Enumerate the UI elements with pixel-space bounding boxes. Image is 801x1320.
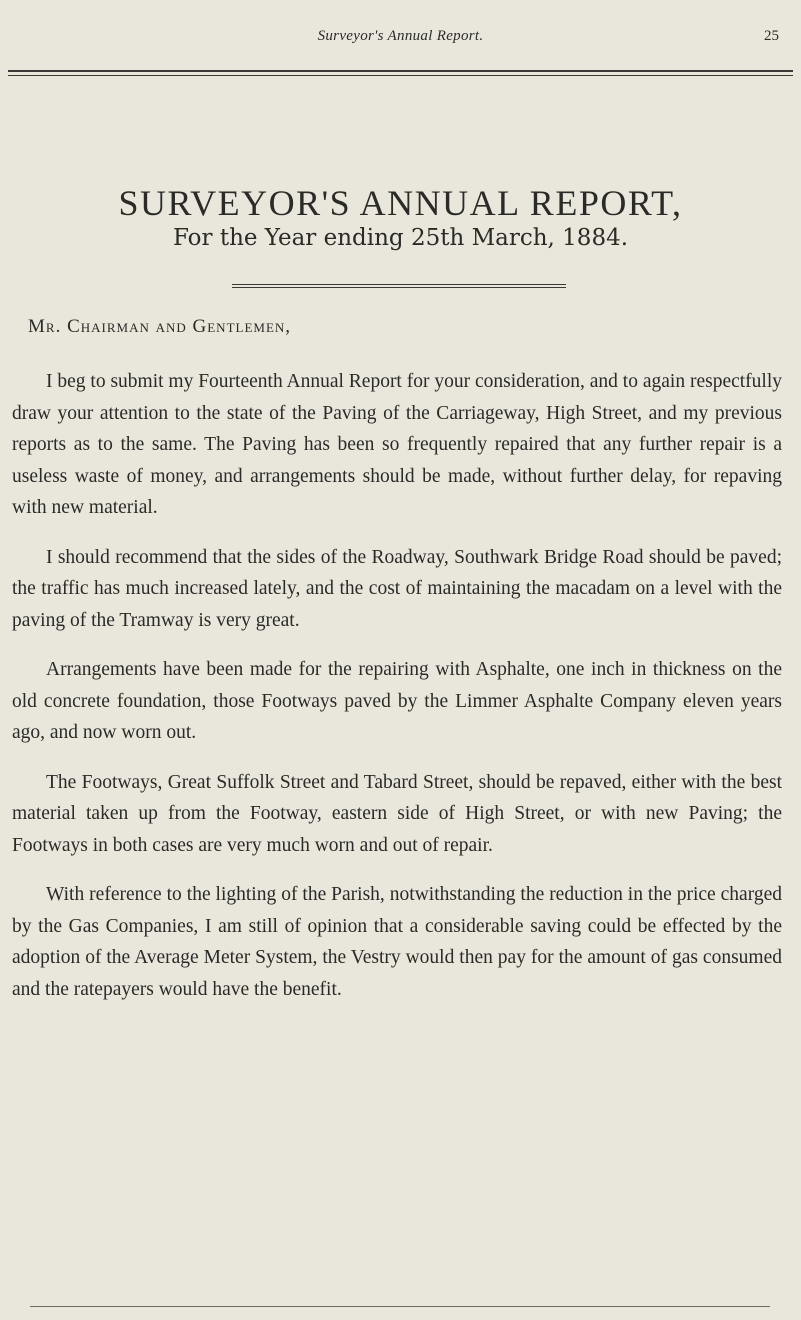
header-rule	[8, 70, 793, 76]
paragraph: Arrangements have been made for the repairing with Asphalte, one inch in thickness on the old concrete foundation, those Footways paved by the Limmer Asphalte Company eleven years ago, and now worn out.	[12, 659, 782, 743]
paragraph: With reference to the lighting of the Parish, notwithstanding the reduction in the price charged by the Gas Companies, I am still of opinion that a considerable saving could be effected by the adoption of the Average Meter System, the Vestry would then pay for the amount of gas consumed and the ratepayers would have the benefit.	[12, 884, 782, 1000]
salutation: Mr. Chairman and Gentlemen,	[28, 316, 292, 337]
footer-rule	[30, 1306, 770, 1307]
paragraph: I should recommend that the sides of the Roadway, Southwark Bridge Road should be paved; the traffic has much increased lately, and the cost of maintaining the macadam on a level with the paving of the Tramway is very great.	[12, 546, 782, 631]
title-divider	[232, 284, 566, 288]
paragraph: The Footways, Great Suffolk Street and Tabard Street, should be repaved, either with the best material taken up from the Footway, eastern side of High Street, or with new Paving; the Footways in both cases are very much worn and out of repair.	[12, 771, 782, 856]
report-subtitle: For the Year ending 25th March, 1884.	[172, 225, 629, 251]
page-number: 25	[764, 28, 779, 44]
paragraph: I beg to submit my Fourteenth Annual Report for your consideration, and to again respectfully draw your attention to the state of the Paving of the Carriageway, High Street, and my previous reports as to the same. The Paving has been so frequently repaired that any further repair is a useless waste of money, and arrangements should be made, without further delay, for repaving with new material.	[12, 371, 782, 518]
running-head: Surveyor's Annual Report.	[317, 28, 484, 44]
page-header	[0, 24, 801, 50]
report-body	[12, 366, 782, 1023]
report-title: SURVEYOR'S ANNUAL REPORT,	[118, 183, 683, 224]
